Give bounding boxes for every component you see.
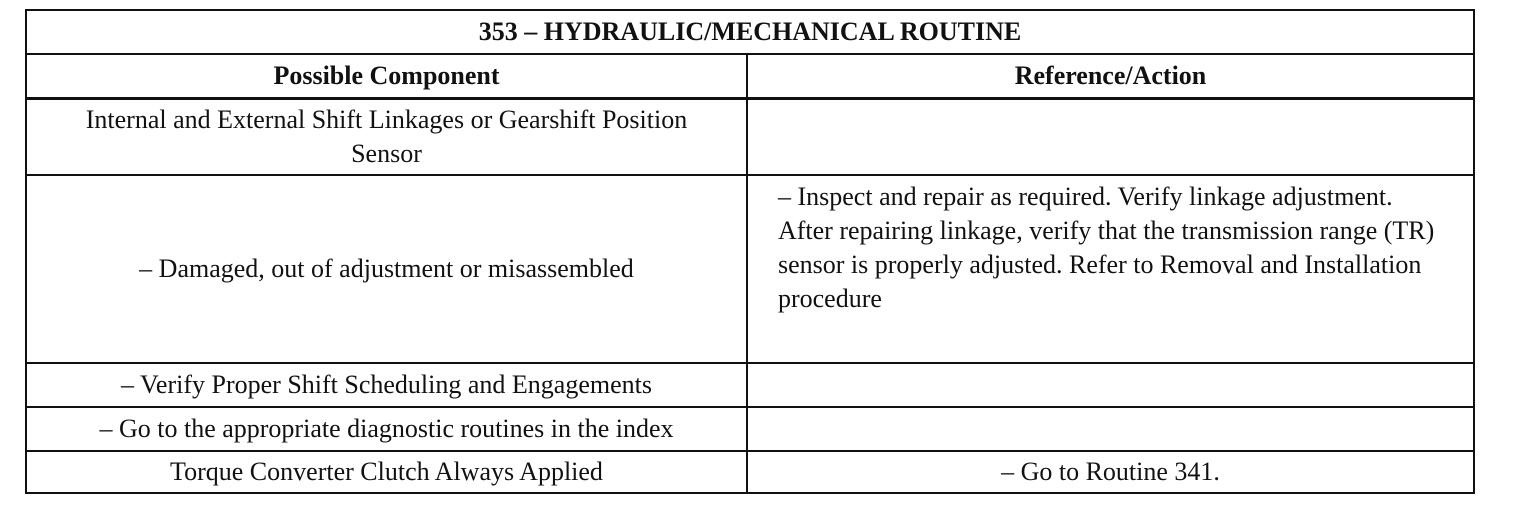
component-cell: – Damaged, out of adjustment or misassembled: [26, 175, 747, 363]
table-row: [26, 175, 1474, 363]
component-cell: – Verify Proper Shift Scheduling and Engagements: [26, 363, 747, 407]
component-cell: Torque Converter Clutch Always Applied: [26, 451, 747, 493]
title-row: [26, 10, 1474, 54]
component-cell: – Go to the appropriate diagnostic routines in the index: [26, 407, 747, 451]
header-reference-action: Reference/Action: [747, 54, 1474, 99]
header-possible-component: Possible Component: [26, 54, 747, 99]
table-title: 353 – HYDRAULIC/MECHANICAL ROUTINE: [26, 10, 1474, 54]
action-text: – Inspect and repair as required. Verify linkage adjustment. After repairing linkage, verify that the transmission range (TR) sensor is properly adjusted. Refer to Removal and Installation procedure: [777, 182, 1435, 313]
action-cell: – Go to Routine 341.: [747, 451, 1474, 493]
action-cell: [747, 99, 1474, 176]
header-row: [26, 54, 1474, 99]
routine-table: [25, 9, 1475, 494]
action-cell: [747, 363, 1474, 407]
table-row: [26, 451, 1474, 493]
action-cell: [747, 407, 1474, 451]
table-row: [26, 99, 1474, 176]
action-cell: [747, 175, 1474, 363]
table-row: [26, 363, 1474, 407]
component-cell: Internal and External Shift Linkages or Gearshift Position Sensor: [26, 99, 747, 176]
table-row: [26, 407, 1474, 451]
